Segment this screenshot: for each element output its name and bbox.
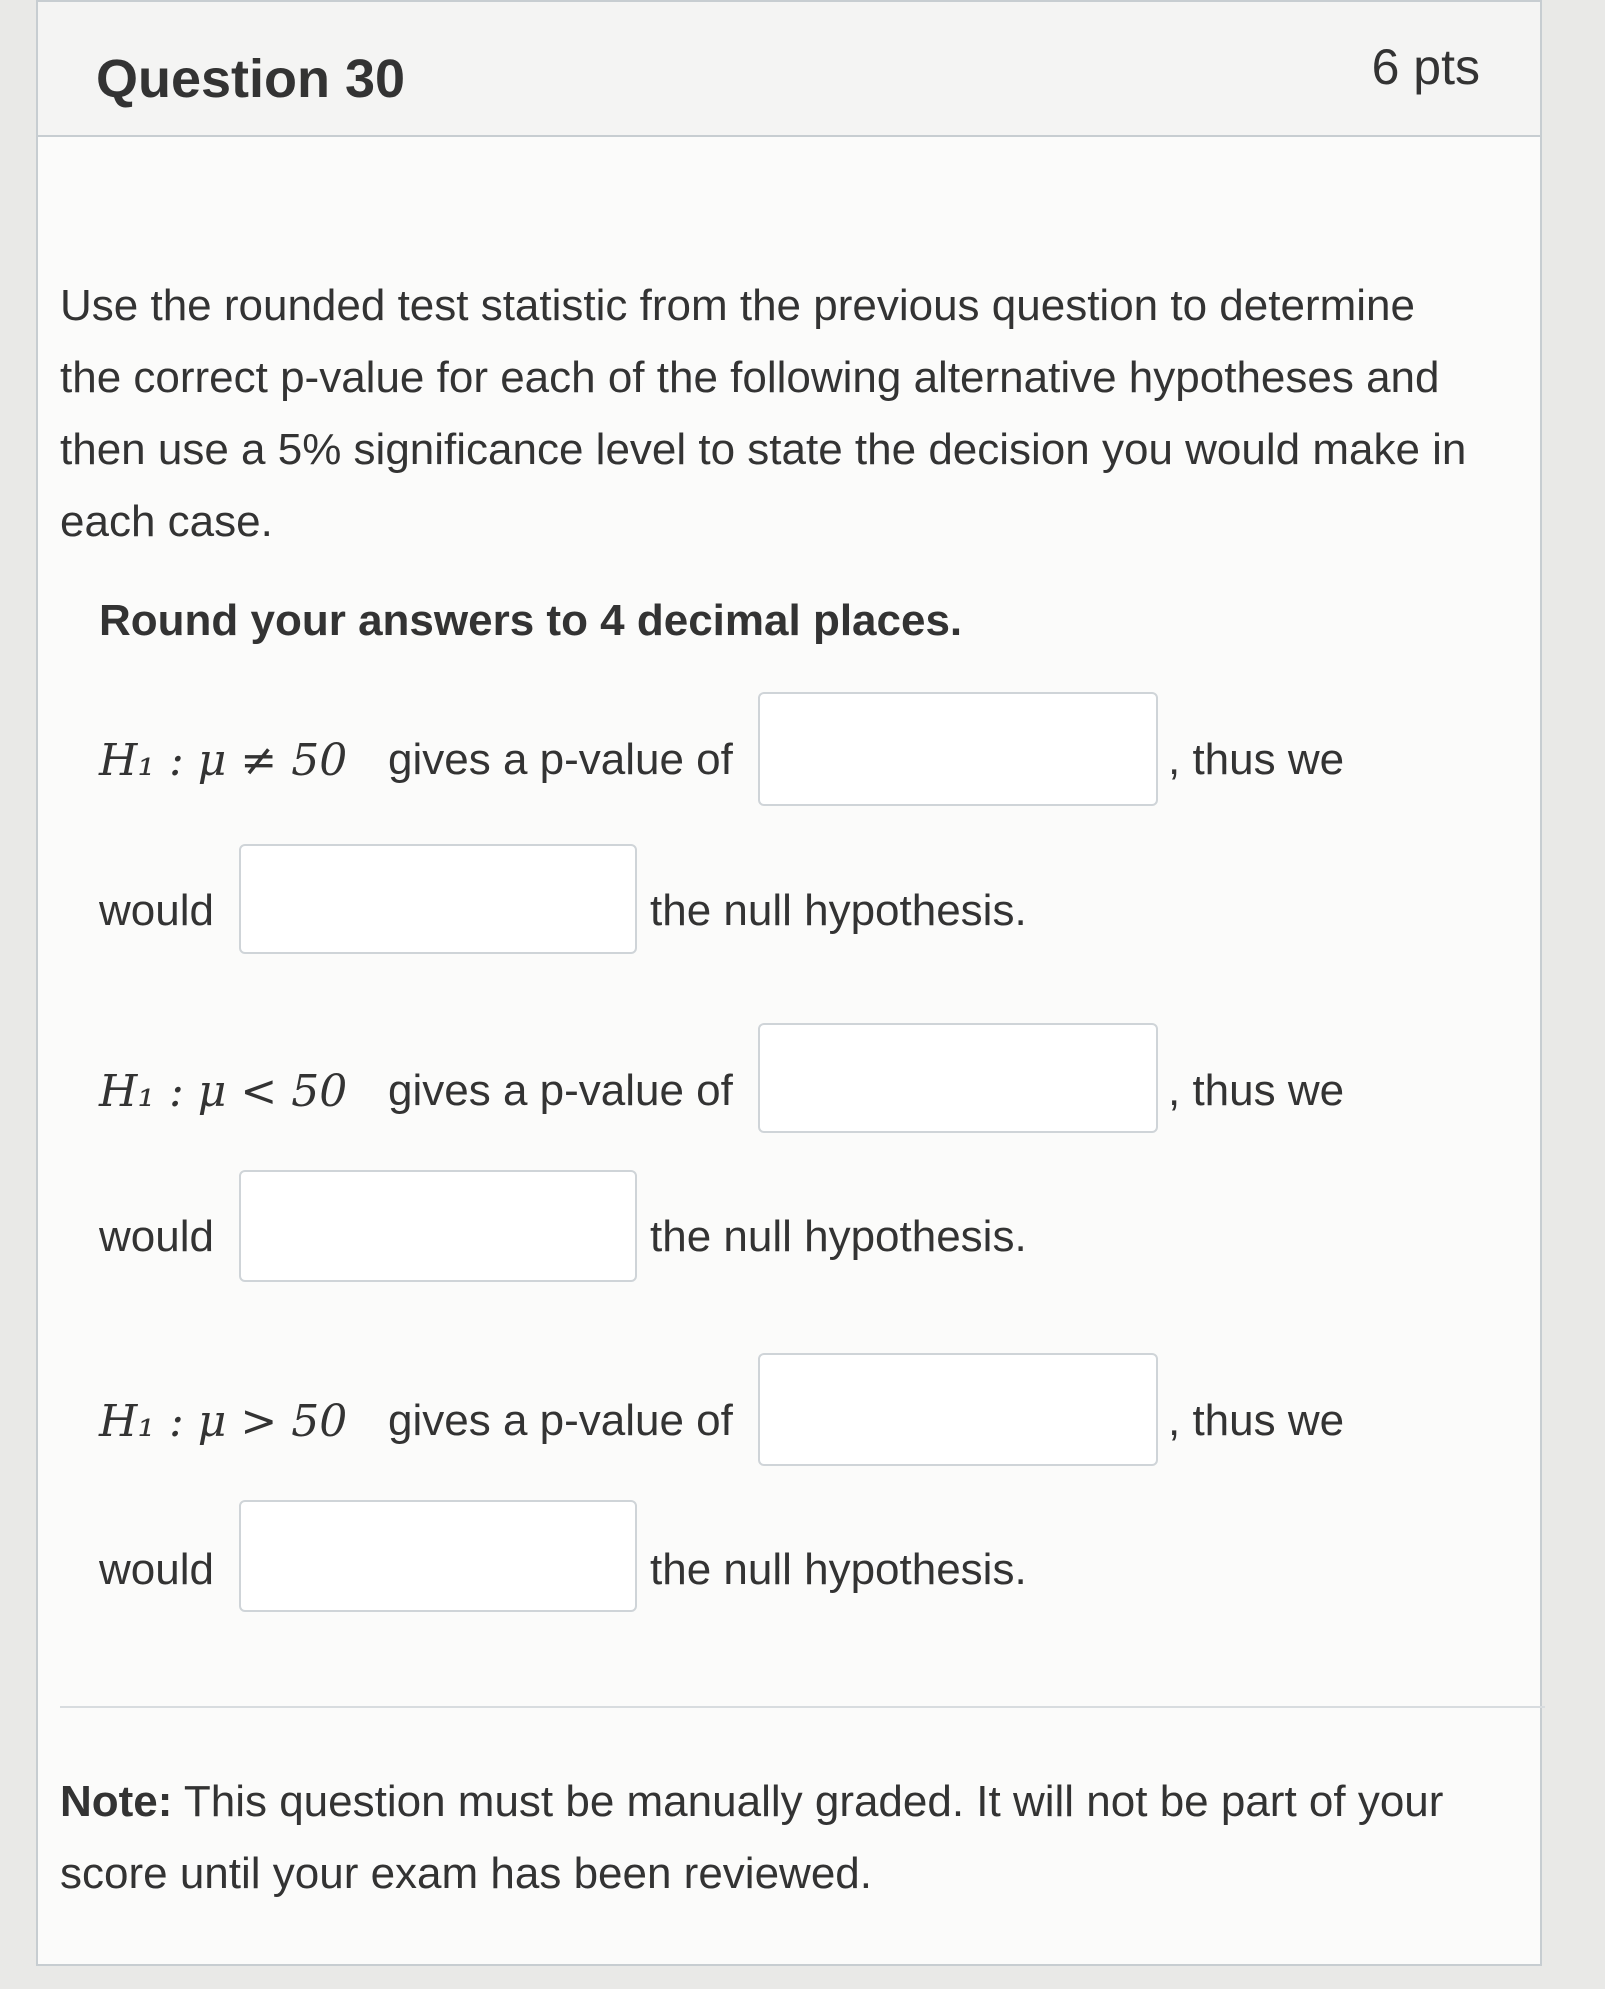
decision-end-2: the null hypothesis. bbox=[650, 1212, 1027, 1261]
note-label: Note: bbox=[60, 1777, 173, 1826]
pvalue-input-2[interactable] bbox=[758, 1023, 1158, 1133]
hypothesis-2-after: , thus we bbox=[1168, 1066, 1345, 1115]
decision-end-1: the null hypothesis. bbox=[650, 886, 1027, 935]
note-text: This question must be manually graded. It will not be part of your score until your exam has been reviewed. bbox=[60, 1777, 1444, 1898]
decision-input-2[interactable] bbox=[239, 1170, 637, 1282]
would-label-3: would bbox=[99, 1545, 214, 1594]
would-label-1: would bbox=[99, 886, 214, 935]
decision-input-1[interactable] bbox=[239, 844, 637, 954]
decision-input-3[interactable] bbox=[239, 1500, 637, 1612]
would-label-2: would bbox=[99, 1212, 214, 1261]
question-title: Question 30 bbox=[96, 49, 406, 109]
pvalue-input-3[interactable] bbox=[758, 1353, 1158, 1466]
hypothesis-2: H₁ : μ < 50 bbox=[99, 1066, 348, 1117]
question-prompt: Use the rounded test statistic from the previous question to determine the correct p-value for each of the following alternative hypotheses and then use a 5% significance level to state the decision you would make in each case. bbox=[60, 281, 1467, 546]
divider bbox=[60, 1706, 1545, 1708]
hypothesis-3-mid: gives a p-value of bbox=[388, 1396, 733, 1445]
decision-end-3: the null hypothesis. bbox=[650, 1545, 1027, 1594]
pvalue-input-1[interactable] bbox=[758, 692, 1158, 806]
grading-note bbox=[60, 1766, 1480, 1910]
hypothesis-1-mid: gives a p-value of bbox=[388, 735, 733, 784]
hypothesis-1-after: , thus we bbox=[1168, 735, 1345, 784]
hypothesis-3-after: , thus we bbox=[1168, 1396, 1345, 1445]
hypothesis-3: H₁ : μ > 50 bbox=[99, 1396, 348, 1447]
hypothesis-1: H₁ : μ ≠ 50 bbox=[99, 735, 348, 786]
question-header bbox=[38, 2, 1540, 137]
hypothesis-2-mid: gives a p-value of bbox=[388, 1066, 733, 1115]
question-points: 6 pts bbox=[1371, 39, 1480, 95]
rounding-instruction: Round your answers to 4 decimal places. bbox=[99, 596, 963, 645]
